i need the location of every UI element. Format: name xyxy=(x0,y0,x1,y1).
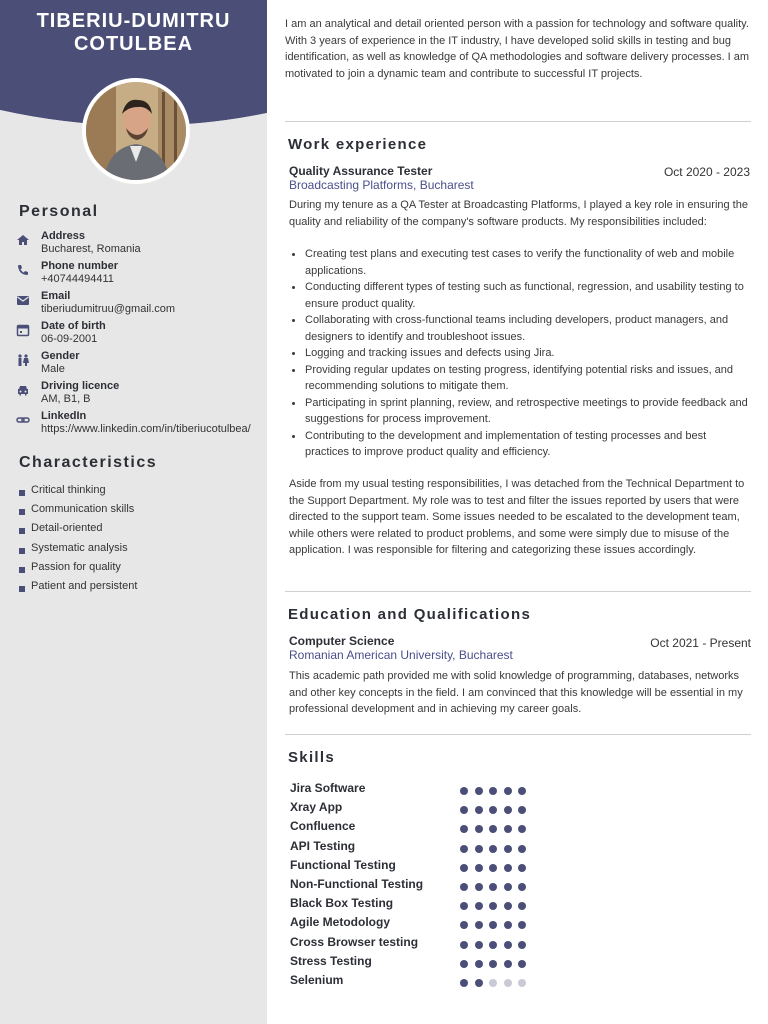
skill-name: Functional Testing xyxy=(290,857,396,872)
rating-dot-icon xyxy=(460,864,468,872)
rating-dot-icon xyxy=(475,921,483,929)
list-item: Logging and tracking issues and defects using Jira. xyxy=(289,345,751,362)
bullet-square-icon xyxy=(19,528,25,534)
divider xyxy=(285,121,751,122)
skill-rating xyxy=(460,974,533,992)
education-title: Education and Qualifications xyxy=(288,606,532,623)
rating-dot-icon xyxy=(504,960,512,968)
rating-dot-icon xyxy=(475,960,483,968)
rating-dot-icon xyxy=(460,941,468,949)
skill-name: Black Box Testing xyxy=(290,896,394,911)
rating-dot-icon xyxy=(460,979,468,987)
rating-dot-icon xyxy=(518,902,526,910)
education-description: This academic path provided me with solid knowledge of programming, databases, networks and other key concepts in the field. I am convinced that this knowledge will be essential in my professional development and in achieving my career goals. xyxy=(289,670,743,715)
rating-dot-icon xyxy=(504,806,512,814)
rating-dot-icon xyxy=(489,979,497,987)
email-value: tiberiudumitruu@gmail.com xyxy=(41,303,176,315)
personal-item-address xyxy=(16,230,266,260)
list-item: Critical thinking xyxy=(19,482,137,501)
skill-name: Xray App xyxy=(290,800,343,815)
skills-title: Skills xyxy=(288,749,335,766)
rating-dot-icon xyxy=(475,787,483,795)
rating-dot-icon xyxy=(475,806,483,814)
divider xyxy=(285,734,751,735)
rating-dot-icon xyxy=(518,845,526,853)
list-item: Communication skills xyxy=(19,501,137,520)
rating-dot-icon xyxy=(489,883,497,891)
phone-icon xyxy=(16,263,30,277)
address-label: Address xyxy=(41,230,86,242)
divider xyxy=(285,591,751,592)
list-item: Providing regular updates on testing progress, identifying potential risks and issues, and recommending solutions to mitigate them. xyxy=(289,362,751,395)
rating-dot-icon xyxy=(460,883,468,891)
licence-value: AM, B1, B xyxy=(41,393,91,405)
personal-item-linkedin[interactable] xyxy=(16,410,266,440)
gender-icon xyxy=(16,353,30,367)
bullet-icon xyxy=(292,286,295,289)
skill-name: Agile Metodology xyxy=(290,915,390,930)
list-item: Creating test plans and executing test cases to verify the functionality of web and mobile applications. xyxy=(289,246,751,279)
skill-name: Selenium xyxy=(290,972,344,987)
skill-row xyxy=(290,971,590,990)
skill-row xyxy=(290,894,590,913)
linkedin-label: LinkedIn xyxy=(41,410,87,422)
list-item: Collaborating with cross-functional teams including developers, product managers, and designers to identify and troubleshoot issues. xyxy=(289,312,751,345)
rating-dot-icon xyxy=(518,806,526,814)
rating-dot-icon xyxy=(504,941,512,949)
dob-label: Date of birth xyxy=(41,320,106,332)
job-title: Quality Assurance Tester xyxy=(289,164,433,178)
skill-row xyxy=(290,856,590,875)
rating-dot-icon xyxy=(460,960,468,968)
rating-dot-icon xyxy=(504,921,512,929)
rating-dot-icon xyxy=(489,845,497,853)
rating-dot-icon xyxy=(518,941,526,949)
bullet-icon xyxy=(292,319,295,322)
rating-dot-icon xyxy=(475,864,483,872)
skill-name: Stress Testing xyxy=(290,953,372,968)
profile-summary: I am an analytical and detail oriented person with a passion for technology and software quality. With 3 years of experience in the IT industry, I have developed solid skills in testing and bug identification, as well as knowledge of QA methodologies and software delivery processes. I am motivated to join a dynamic team and contribute to successful IT projects. xyxy=(285,18,750,80)
list-item: Systematic analysis xyxy=(19,540,137,559)
rating-dot-icon xyxy=(504,787,512,795)
rating-dot-icon xyxy=(518,960,526,968)
bullet-icon xyxy=(292,352,295,355)
rating-dot-icon xyxy=(489,806,497,814)
bullet-square-icon xyxy=(19,509,25,515)
phone-value: +40744494411 xyxy=(41,273,114,285)
dob-value: 06-09-2001 xyxy=(41,333,98,345)
characteristics-list xyxy=(19,482,137,597)
job-responsibilities xyxy=(289,246,751,461)
bullet-icon xyxy=(292,402,295,405)
rating-dot-icon xyxy=(489,864,497,872)
job-intro: During my tenure as a QA Tester at Broadcasting Platforms, I played a key role in ensuring the quality and reliability of the company's software products. My responsibilities included: xyxy=(289,199,748,228)
rating-dot-icon xyxy=(475,941,483,949)
rating-dot-icon xyxy=(504,902,512,910)
skill-name: Cross Browser testing xyxy=(290,934,419,949)
degree-title: Computer Science xyxy=(289,634,395,648)
rating-dot-icon xyxy=(489,921,497,929)
car-icon xyxy=(16,383,30,397)
name-line-2: COTULBEA xyxy=(73,33,194,55)
rating-dot-icon xyxy=(475,845,483,853)
rating-dot-icon xyxy=(504,864,512,872)
personal-item-phone xyxy=(16,260,266,290)
skill-name: Non-Functional Testing xyxy=(290,876,424,891)
main-content xyxy=(267,0,768,1024)
bullet-square-icon xyxy=(19,567,25,573)
personal-item-licence xyxy=(16,380,266,410)
home-icon xyxy=(16,233,30,247)
rating-dot-icon xyxy=(489,960,497,968)
personal-item-gender xyxy=(16,350,266,380)
personal-title: Personal xyxy=(19,203,99,220)
rating-dot-icon xyxy=(460,921,468,929)
bullet-icon xyxy=(292,253,295,256)
email-icon xyxy=(16,293,30,307)
bullet-icon xyxy=(292,435,295,438)
rating-dot-icon xyxy=(504,883,512,891)
skills-list xyxy=(290,779,590,990)
link-icon xyxy=(16,413,30,427)
bullet-square-icon xyxy=(19,586,25,592)
rating-dot-icon xyxy=(460,806,468,814)
education-institution: Romanian American University, Bucharest xyxy=(289,648,513,662)
education-date: Oct 2021 - Present xyxy=(650,636,751,650)
rating-dot-icon xyxy=(460,787,468,795)
skill-row xyxy=(290,798,590,817)
name-line-1: TIBERIU-DUMITRU xyxy=(36,10,231,32)
phone-label: Phone number xyxy=(41,260,119,272)
bullet-icon xyxy=(292,369,295,372)
rating-dot-icon xyxy=(489,941,497,949)
skill-name: API Testing xyxy=(290,838,356,853)
bullet-square-icon xyxy=(19,548,25,554)
licence-label: Driving licence xyxy=(41,380,120,392)
personal-item-email xyxy=(16,290,266,320)
rating-dot-icon xyxy=(518,979,526,987)
rating-dot-icon xyxy=(489,787,497,795)
list-item: Contributing to the development and implementation of testing processes and best practices to improve product quality and efficiency. xyxy=(289,428,751,461)
skill-name: Jira Software xyxy=(290,781,366,795)
gender-value: Male xyxy=(41,363,65,375)
address-value: Bucharest, Romania xyxy=(41,243,141,255)
linkedin-link[interactable]: https://www.linkedin.com/in/tiberiucotulbea/ xyxy=(41,423,251,435)
rating-dot-icon xyxy=(504,845,512,853)
rating-dot-icon xyxy=(475,979,483,987)
rating-dot-icon xyxy=(518,864,526,872)
rating-dot-icon xyxy=(504,825,512,833)
skill-row xyxy=(290,952,590,971)
list-item: Detail-oriented xyxy=(19,520,137,539)
rating-dot-icon xyxy=(489,902,497,910)
skill-row xyxy=(290,875,590,894)
skill-row xyxy=(290,817,590,836)
job-extra-description: Aside from my usual testing responsibilities, I was detached from the Technical Department to the Support Department. My role was to test and filter the issues reported by users that were directed to the support team. Some issues needed to be escalated to the development team, while others were related to product problems, and some were simply due to misuse of the application. I was responsible for filtering and categorizing these issues accordingly. xyxy=(289,478,745,556)
rating-dot-icon xyxy=(460,825,468,833)
list-item: Participating in sprint planning, review, and retrospective meetings to provide feedback and suggestions for process improvement. xyxy=(289,395,751,428)
rating-dot-icon xyxy=(475,825,483,833)
rating-dot-icon xyxy=(518,921,526,929)
sidebar xyxy=(0,0,267,1024)
skill-row xyxy=(290,837,590,856)
work-experience-title: Work experience xyxy=(288,136,428,153)
personal-item-dob xyxy=(16,320,266,350)
skill-name: Confluence xyxy=(290,819,356,834)
rating-dot-icon xyxy=(475,883,483,891)
list-item: Passion for quality xyxy=(19,559,137,578)
characteristics-title: Characteristics xyxy=(19,454,158,471)
rating-dot-icon xyxy=(504,979,512,987)
skill-row xyxy=(290,913,590,932)
rating-dot-icon xyxy=(460,902,468,910)
skill-row xyxy=(290,779,590,798)
rating-dot-icon xyxy=(460,845,468,853)
list-item: Conducting different types of testing such as functional, regression, and usability testing to ensure product quality. xyxy=(289,279,751,312)
job-date: Oct 2020 - 2023 xyxy=(663,165,750,179)
calendar-icon xyxy=(16,323,30,337)
gender-label: Gender xyxy=(41,350,80,362)
rating-dot-icon xyxy=(489,825,497,833)
avatar xyxy=(82,78,190,184)
rating-dot-icon xyxy=(518,825,526,833)
candidate-name xyxy=(0,10,267,56)
email-label: Email xyxy=(41,290,71,302)
rating-dot-icon xyxy=(518,883,526,891)
rating-dot-icon xyxy=(518,787,526,795)
rating-dot-icon xyxy=(475,902,483,910)
list-item: Patient and persistent xyxy=(19,578,137,597)
skill-row xyxy=(290,933,590,952)
bullet-square-icon xyxy=(19,490,25,496)
job-employer: Broadcasting Platforms, Bucharest xyxy=(289,178,474,192)
